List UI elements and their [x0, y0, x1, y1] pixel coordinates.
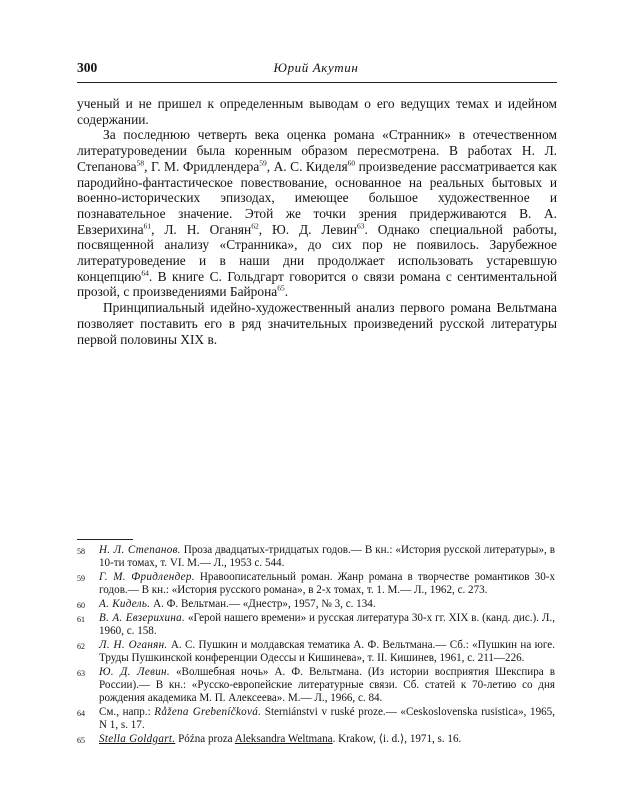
footnote-61: 61 В. А. Евзерихина. «Герой нашего времени» и русская литература 30-х гг. XIX в. (канд. дис.). Л., 1960, с. 158.: [77, 612, 555, 638]
footnote-author: Råžena Grebeníčková.: [154, 705, 262, 718]
footnote-ref-62[interactable]: 62: [251, 221, 259, 231]
footnote-62: 62 Л. Н. Оганян. А. С. Пушкин и молдавская тематика А. Ф. Вельтмана.— Сб.: «Пушкин на юге. Труды Пушкинской конференции Одессы и Кишинева», т. II. Кишинев, 1961, с. 211—226.: [77, 638, 555, 665]
footnote-65: 65 Stella Goldgart. Późna proza Aleksandra Weltmana. Krakow, ⟨i. d.⟩, 1971, s. 16.: [77, 733, 555, 747]
footnote-subject-name: Aleksandra Weltmana: [234, 732, 333, 745]
footnote-author: Г. М. Фридлендер.: [99, 570, 195, 583]
footnote-59: 59 Г. М. Фридлендер. Нравоописательный роман. Жанр романа в творчестве романтиков 30-х годов.— В кн.: «История русского романа», в 2-х томах, т. 1. М.— Л., 1962, с. 273.: [77, 570, 555, 597]
footnote-number: 64: [77, 708, 85, 718]
footnote-author: Н. Л. Степанов.: [99, 544, 181, 556]
footnote-60: 60 А. Кидель. А. Ф. Вельтман.— «Днестр», 1957, № 3, с. 134.: [77, 598, 555, 612]
paragraph-3: Принципиальный идейно-художественный анализ первого романа Вельтмана позволяет поставить его в ряд значительных произведений русской литературы первой половины XIX в.: [77, 300, 557, 347]
header-rule: [77, 82, 557, 83]
page-number: 300: [77, 60, 98, 75]
footnote-63: 63 Ю. Д. Левин. «Волшебная ночь» А. Ф. Вельтмана. (Из истории восприятия Шекспира в России).— В кн.: «Русско-европейские литературные связи. Сб. статей к 70-летию со дня рождения академика М. П. Алексеева». М.— Л., 1966, с. 84.: [77, 665, 556, 705]
footnote-ref-63[interactable]: 63: [357, 221, 365, 231]
footnote-ref-64[interactable]: 64: [141, 268, 149, 278]
footnote-ref-61[interactable]: 61: [143, 221, 152, 231]
footnote-number: 62: [77, 641, 85, 651]
footnote-author: Ю. Д. Левин.: [99, 665, 170, 678]
footnotes: [77, 544, 555, 747]
footnote-number: 65: [77, 735, 85, 745]
running-head: Юрий Акутин: [273, 60, 359, 75]
footnote-ref-60[interactable]: 60: [347, 158, 356, 168]
page-header: [77, 60, 555, 82]
footnote-58: 58 Н. Л. Степанов. Проза двадцатых-тридцатых годов.— В кн.: «История русской литературы», в 10-ти томах, т. VI. М.— Л., 1953 с. 544.: [77, 544, 555, 570]
footnote-ref-58[interactable]: 58: [136, 158, 145, 168]
footnote-number: 61: [77, 615, 85, 625]
paragraph-1: ученый и не пришел к определенным выводам о его ведущих темах и идейном содержании.: [77, 96, 557, 127]
footnote-author: А. Кидель.: [99, 597, 151, 610]
footnote-number: 60: [77, 600, 85, 610]
footnote-64: 64 См., напр.: Råžena Grebeníčková. Sterniánstvi v ruské proze.— «Ceskoslovenska rusistica», 1965, N 1, s. 17.: [77, 705, 555, 732]
footnote-ref-59[interactable]: 59: [259, 158, 267, 168]
footnote-number: 58: [77, 547, 85, 556]
footnote-ref-65[interactable]: 65: [277, 283, 285, 293]
footnote-author: Stella Goldgart.: [99, 732, 176, 745]
footnote-rule: [77, 539, 133, 540]
footnote-author: В. А. Евзерихина.: [99, 612, 186, 625]
footnote-number: 63: [77, 668, 85, 678]
footnote-author: Л. Н. Оганян.: [99, 638, 168, 651]
paragraph-2: За последнюю четверть века оценка романа «Странник» в отечественном литературоведении была коренным образом пересмотрена. В работах Н. Л. Степанова$^{58}$, Г. М. Фридлендера$^{59}$, А. С. Киделя$^{60}$ произведение рассматривается как пародийно-фантастическое повествование, основанное на реальных бытовых и военно-исторических эпизодах, имеющее большое художественное и познавательное значение. Этой же точки зрения придерживаются В. А. Евзерихина$^{61}$, Л. Н. Оганян$^{62}$, Ю. Д. Левин$^{63}$. Однако специальной работы, посвященной анализу «Странника», до сих пор не появилось. Зарубежное литературоведение и в наши дни продолжает использовать устаревшую концепцию$^{64}$. В книге С. Гольдгарт говорится о связи романа с сентиментальной прозой, с произведениями Байрона$^{65}$.: [77, 127, 558, 300]
body-text: [77, 96, 557, 347]
footnote-number: 59: [77, 573, 85, 583]
